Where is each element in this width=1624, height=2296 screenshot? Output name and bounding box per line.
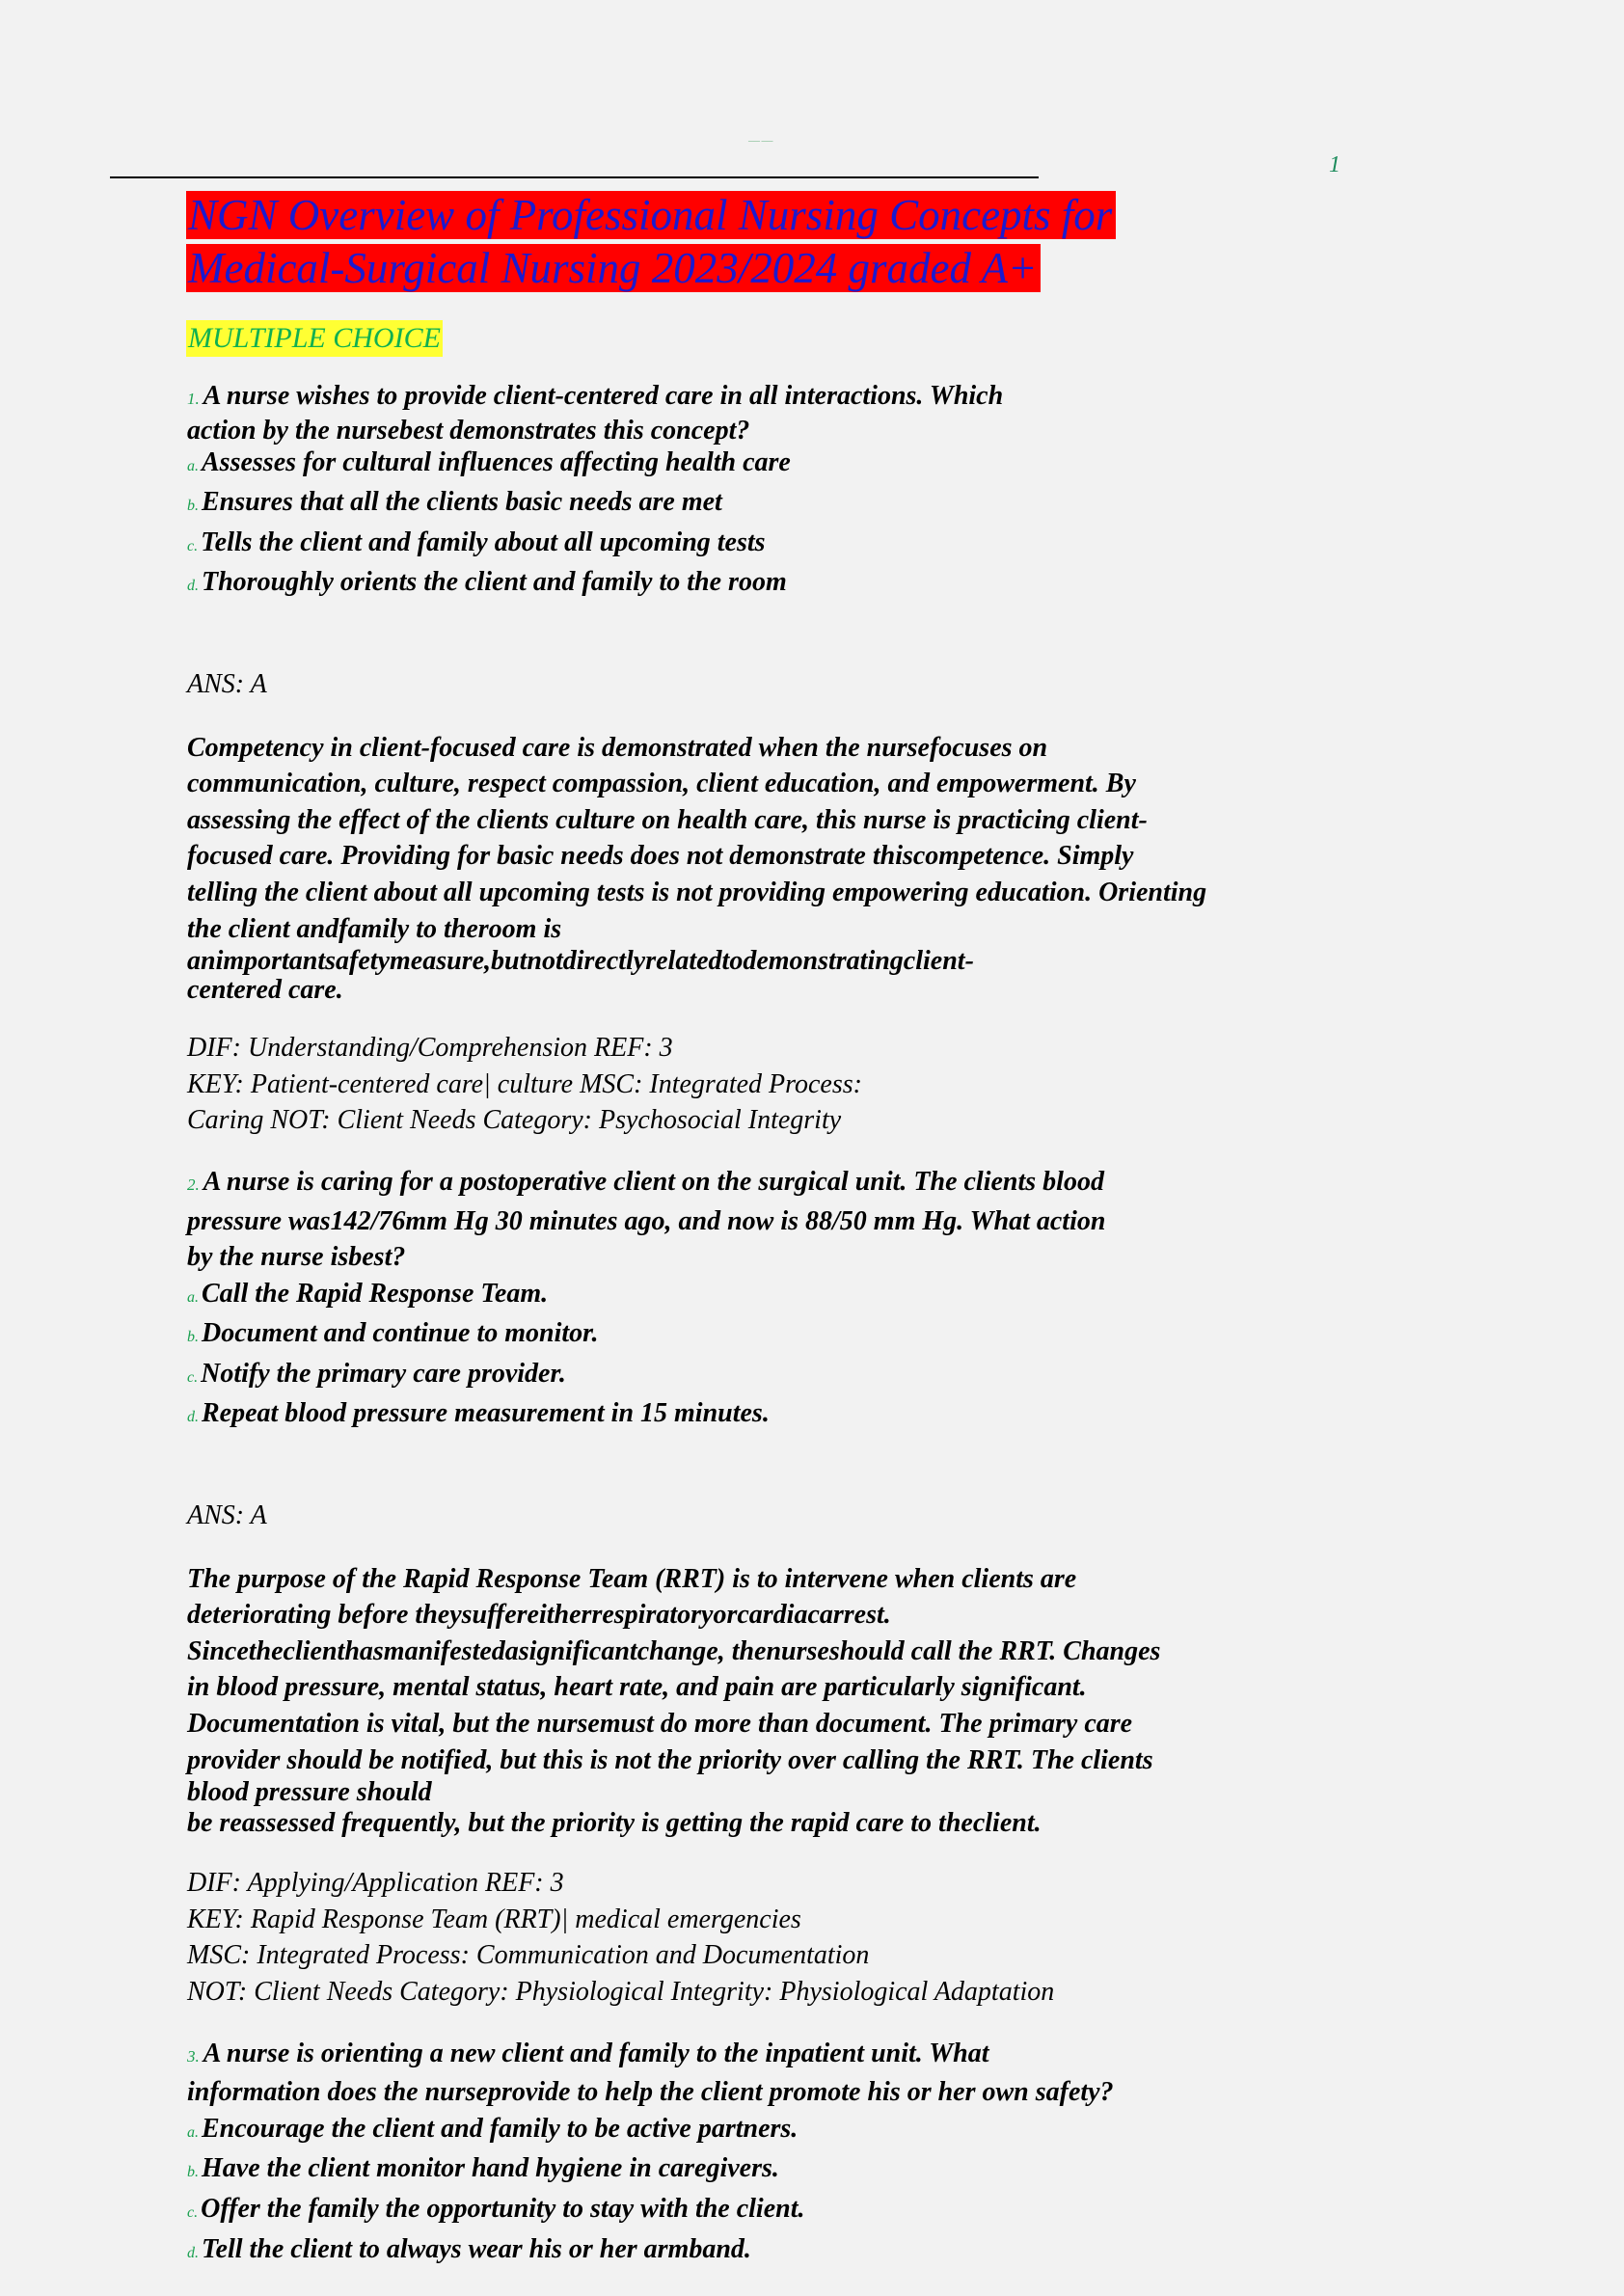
meta-line: DIF: Understanding/Comprehension REF: 3: [187, 1033, 673, 1064]
rationale-line: centered care.: [187, 975, 343, 1006]
question-stem-line: A nurse is caring for a postoperative client on the surgical unit. The clients blood: [203, 1166, 1104, 1197]
option-a: [187, 445, 1364, 485]
question-stem: [187, 2036, 1364, 2075]
header-rule: [110, 176, 1039, 178]
question-number: 3.: [187, 2046, 200, 2066]
rationale-line: deteriorating before theysuffereitherrespiratoryorcardiacarrest.: [187, 1600, 891, 1631]
question-meta: [187, 1030, 1364, 1139]
option-letter: d.: [187, 578, 199, 595]
rationale-line: blood pressure should: [187, 1777, 432, 1808]
option-text: Document and continue to monitor.: [202, 1318, 599, 1349]
rationale-line: provider should be notified, but this is not the priority over calling the RRT. The clients: [187, 1744, 1153, 1775]
option-letter: b.: [187, 1329, 199, 1346]
option-d: [187, 2231, 1364, 2272]
meta-line: KEY: Rapid Response Team (RRT)| medical emergencies: [187, 1904, 801, 1934]
section-label: MULTIPLE CHOICE: [186, 320, 443, 357]
meta-line: Caring NOT: Client Needs Category: Psychosocial Integrity: [187, 1105, 842, 1136]
page-number: 1: [1329, 152, 1340, 177]
rationale-line: Competency in client-focused care is demonstrated when the nursefocuses on: [187, 732, 1048, 763]
option-text: Repeat blood pressure measurement in 15 minutes.: [202, 1398, 770, 1429]
option-text: Thoroughly orients the client and family to the room: [202, 567, 787, 598]
option-a: [187, 2111, 1364, 2151]
question-stem-line: pressure was142/76mm Hg 30 minutes ago, and now is 88/50 mm Hg. What action: [187, 1205, 1106, 1236]
option-letter: b.: [187, 2164, 199, 2181]
option-letter: d.: [187, 1409, 199, 1426]
rationale: [187, 1561, 1364, 1841]
title-line-2: Medical-Surgical Nursing 2023/2024 graded A+: [186, 244, 1041, 292]
option-letter: a.: [187, 457, 199, 474]
option-b: [187, 1315, 1364, 1356]
question-1: [187, 378, 1364, 1139]
document-title: [186, 189, 1116, 295]
answer-label: ANS: A: [187, 1500, 267, 1531]
option-text: Notify the primary care provider.: [201, 1358, 566, 1389]
rationale: [187, 730, 1364, 1006]
question-number: 1.: [187, 390, 200, 408]
option-letter: d.: [187, 2244, 199, 2261]
option-letter: c.: [187, 1368, 199, 1386]
rationale-line: be reassessed frequently, but the priority is getting the rapid care to theclient.: [187, 1808, 1042, 1839]
question-stem: [187, 1164, 1364, 1203]
option-text: Ensures that all the clients basic needs are met: [202, 487, 722, 518]
option-c: [187, 1356, 1364, 1396]
question-stem-line: by the nurse isbest?: [187, 1242, 406, 1273]
answer-label: ANS: A: [187, 668, 267, 699]
rationale-line: assessing the effect of the clients culture on health care, this nurse is practicing client-: [187, 804, 1148, 835]
option-c: [187, 525, 1364, 565]
meta-line: DIF: Applying/Application REF: 3: [187, 1868, 564, 1899]
question-stem-line: action by the nursebest demonstrates this concept?: [187, 415, 750, 446]
option-text: Tells the client and family about all upcoming tests: [201, 527, 766, 557]
option-a: [187, 1276, 1364, 1316]
rationale-line: focused care. Providing for basic needs does not demonstrate thiscompetence. Simply: [187, 841, 1134, 872]
rationale-line: Sincetheclienthasmanifestedasignificantchange, thenurseshould call the RRT. Changes: [187, 1635, 1161, 1666]
option-d: [187, 1395, 1364, 1436]
option-letter: b.: [187, 498, 199, 515]
header-tiny-text: —— ——: [748, 139, 773, 145]
option-text: Tell the client to always wear his or her armband.: [202, 2233, 751, 2264]
question-2: [187, 1164, 1364, 2011]
rationale-line: telling the client about all upcoming tests is not providing empowering education. Orienting: [187, 877, 1207, 907]
option-text: Have the client monitor hand hygiene in caregivers.: [202, 2153, 779, 2184]
rationale-line: communication, culture, respect compassion, client education, and empowerment. By: [187, 769, 1136, 799]
option-c: [187, 2191, 1364, 2231]
rationale-line: animportantsafetymeasure,butnotdirectlyrelatedtodemonstratingclient-: [187, 946, 974, 977]
question-stem-line: A nurse is orienting a new client and family to the inpatient unit. What: [203, 2038, 989, 2068]
rationale-line: in blood pressure, mental status, heart rate, and pain are particularly significant.: [187, 1672, 1087, 1703]
question-stem-line: information does the nurseprovide to help the client promote his or her own safety?: [187, 2077, 1114, 2108]
option-letter: c.: [187, 2203, 199, 2221]
question-meta: [187, 1865, 1364, 2010]
option-letter: a.: [187, 2123, 199, 2141]
title-line-1: NGN Overview of Professional Nursing Concepts for: [186, 191, 1116, 239]
question-3: [187, 2036, 1364, 2272]
option-b: [187, 2150, 1364, 2191]
question-stem: [187, 378, 1364, 418]
rationale-line: The purpose of the Rapid Response Team (RRT) is to intervene when clients are: [187, 1563, 1077, 1594]
option-text: Assesses for cultural influences affecting health care: [202, 446, 791, 477]
option-b: [187, 484, 1364, 525]
rationale-line: the client andfamily to theroom is: [187, 913, 562, 944]
meta-line: NOT: Client Needs Category: Physiological Integrity: Physiological Adaptation: [187, 1977, 1055, 2007]
question-stem-line: A nurse wishes to provide client-centered care in all interactions. Which: [203, 381, 1004, 411]
option-text: Encourage the client and family to be active partners.: [202, 2113, 798, 2144]
option-letter: c.: [187, 537, 199, 554]
question-number: 2.: [187, 1175, 200, 1194]
questions-content: [187, 378, 1364, 2271]
rationale-line: Documentation is vital, but the nursemust do more than document. The primary care: [187, 1709, 1133, 1740]
meta-line: MSC: Integrated Process: Communication and Documentation: [187, 1940, 870, 1971]
meta-line: KEY: Patient-centered care| culture MSC: Integrated Process:: [187, 1068, 862, 1099]
option-letter: a.: [187, 1288, 199, 1306]
option-text: Offer the family the opportunity to stay with the client.: [201, 2193, 805, 2224]
option-text: Call the Rapid Response Team.: [202, 1278, 549, 1309]
option-d: [187, 564, 1364, 605]
